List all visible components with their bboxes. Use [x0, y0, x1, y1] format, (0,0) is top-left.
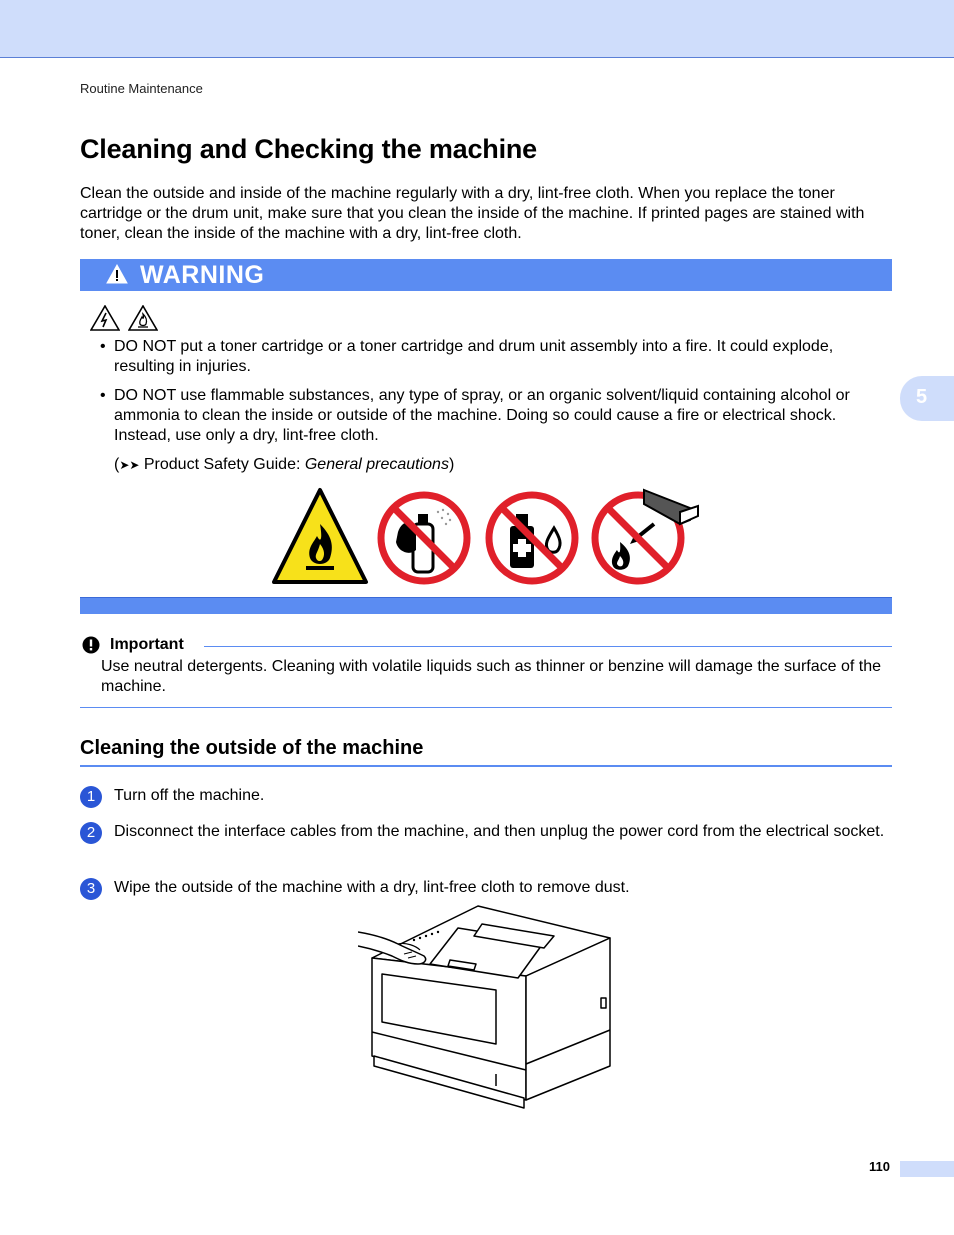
page-number: 110: [869, 1159, 890, 1174]
important-rule: [204, 646, 892, 647]
no-solvent-icon: [484, 490, 580, 586]
intro-paragraph: Clean the outside and inside of the machine regularly with a dry, lint-free cloth. When you replace the toner cartridge or the drum unit, make sure that you clean the inside of the machine. If printed pages are stained with toner, clean the inside of the machine with a dry, lint-free cloth.: [80, 185, 865, 242]
step-item: [80, 878, 892, 898]
step-text: Turn off the machine.: [114, 787, 265, 804]
warning-bullet-list: [80, 337, 892, 455]
important-end-rule: [80, 707, 892, 708]
fire-hazard-icon: [128, 305, 158, 331]
step-item: [80, 786, 892, 806]
step-text: Disconnect the interface cables from the machine, and then unplug the power cord from the electrical socket.: [114, 823, 885, 840]
warning-end-bar: [80, 597, 892, 614]
footer-band: [900, 1161, 954, 1177]
important-label: Important: [110, 636, 184, 653]
page-title: Cleaning and Checking the machine: [80, 134, 537, 164]
chapter-tab: [900, 376, 954, 421]
important-text: Use neutral detergents. Cleaning with volatile liquids such as thinner or benzine will damage the surface of the machine.: [101, 658, 881, 695]
warning-banner: [80, 259, 892, 291]
running-head: Routine Maintenance: [80, 81, 203, 96]
bullet-text: DO NOT use flammable substances, any type of spray, or an organic solvent/liquid containing alcohol or ammonia to clean the inside or outside of the machine. Doing so could cause a fire or electrical shock. Instead, use only a dry, lint-free cloth.: [114, 387, 850, 444]
important-icon: [82, 636, 100, 654]
list-item: • DO NOT use flammable substances, any type of spray, or an organic solvent/liquid containing alcohol or ammonia to clean the inside or outside of the machine. Doing so could cause a fire or electrical shock. Instead, use only a dry, lint-free cloth.: [100, 387, 850, 444]
list-item: • DO NOT put a toner cartridge or a toner cartridge and drum unit assembly into a fire. It could explode, resulting in injuries.: [100, 338, 834, 375]
no-fire-disposal-icon: [590, 486, 700, 586]
header-band: [0, 0, 954, 58]
step-number-badge: 2: [80, 822, 102, 844]
no-spray-icon: [376, 490, 472, 586]
flammable-warning-icon: [270, 486, 370, 586]
printer-illustration: [358, 904, 618, 1114]
section-rule: [80, 765, 892, 767]
electrical-hazard-icon: [90, 305, 120, 331]
step-number-badge: 3: [80, 878, 102, 900]
step-number-badge: 1: [80, 786, 102, 808]
bullet-text: DO NOT put a toner cartridge or a toner cartridge and drum unit assembly into a fire. It could explode, resulting in injuries.: [114, 338, 834, 375]
section-heading: Cleaning the outside of the machine: [80, 737, 424, 759]
step-item: [80, 822, 892, 842]
important-header: [80, 635, 892, 655]
chapter-number: 5: [916, 386, 928, 408]
warning-triangle-icon: [106, 264, 128, 284]
double-arrow-icon: ➤➤: [119, 458, 140, 472]
warning-label: WARNING: [140, 261, 265, 289]
safety-guide-section: General precautions: [304, 456, 449, 473]
step-text: Wipe the outside of the machine with a dry, lint-free cloth to remove dust.: [114, 879, 630, 896]
safety-guide-reference: (➤➤ Product Safety Guide: General precautions): [114, 456, 455, 473]
